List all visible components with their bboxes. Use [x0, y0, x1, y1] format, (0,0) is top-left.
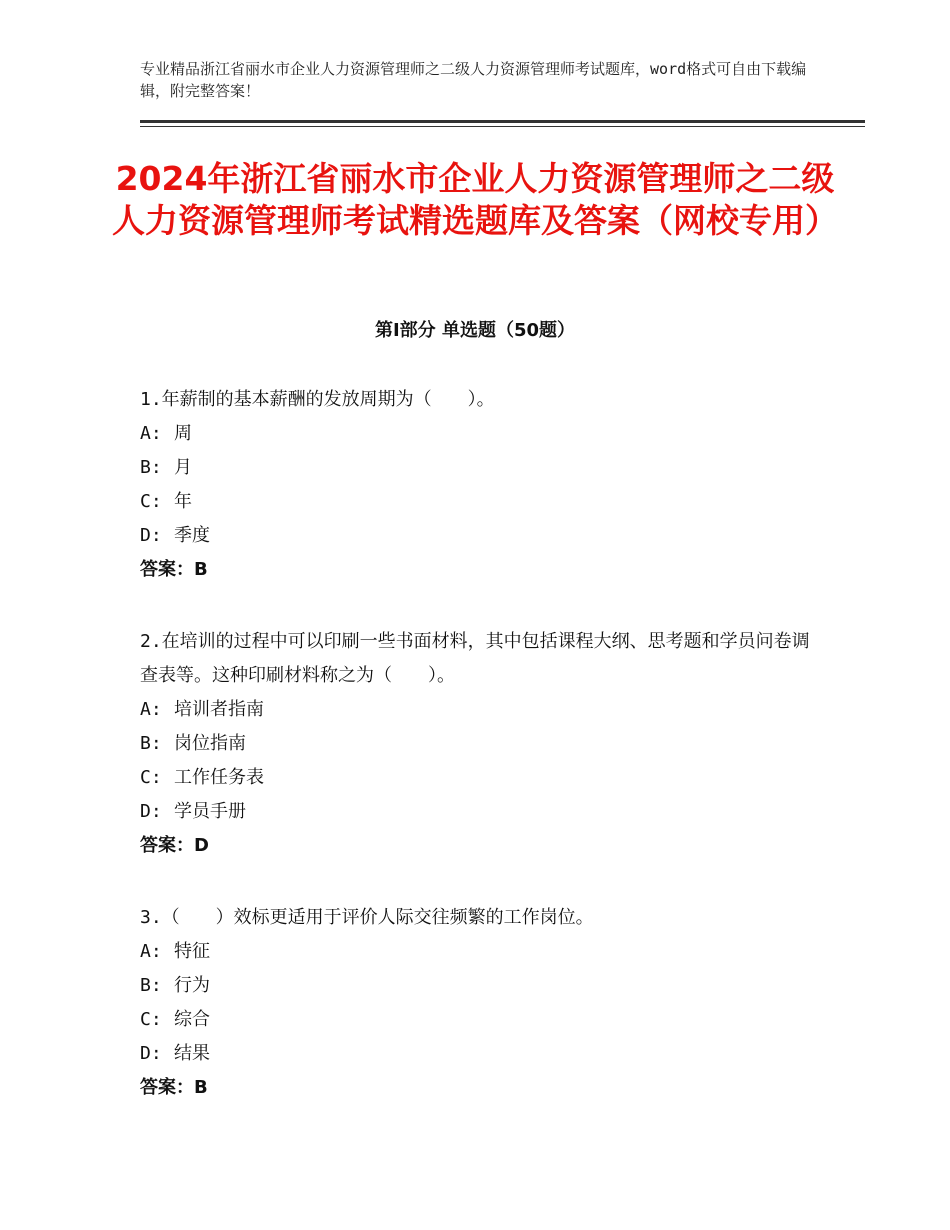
option-text: 结果 [174, 1043, 210, 1064]
question-text: 1.年薪制的基本薪酬的发放周期为（ ）。 [140, 389, 495, 410]
option-d [140, 519, 820, 553]
header-note: 专业精品浙江省丽水市企业人力资源管理师之二级人力资源管理师考试题库，word格式可自由下载编辑，附完整答案！ [140, 60, 807, 100]
question-text: 3.（ ）效标更适用于评价人际交往频繁的工作岗位。 [140, 907, 594, 928]
question-item [140, 901, 820, 1105]
option-text: 季度 [174, 525, 210, 546]
option-a [140, 693, 820, 727]
question-list [140, 383, 820, 1143]
option-b [140, 727, 820, 761]
option-text: 工作任务表 [174, 767, 264, 788]
option-text: 特征 [174, 941, 210, 962]
header-divider-thick [140, 120, 865, 123]
option-letter: D: [140, 801, 162, 822]
option-letter: C: [140, 491, 162, 512]
option-text: 岗位指南 [174, 733, 246, 754]
option-letter: C: [140, 767, 162, 788]
option-letter: A: [140, 423, 162, 444]
section-heading: 第Ⅰ部分 单选题（50题） [374, 320, 575, 341]
option-text: 周 [174, 423, 192, 444]
option-text: 培训者指南 [174, 699, 264, 720]
option-text: 综合 [174, 1009, 210, 1030]
option-text: 行为 [174, 975, 210, 996]
header-divider-thin [140, 126, 865, 127]
option-a [140, 935, 820, 969]
option-letter: B: [140, 457, 162, 478]
option-letter: A: [140, 941, 162, 962]
option-c [140, 485, 820, 519]
answer-line: 答案：B [140, 1077, 208, 1098]
option-c [140, 1003, 820, 1037]
question-item [140, 383, 820, 587]
option-text: 年 [174, 491, 192, 512]
option-text: 学员手册 [174, 801, 246, 822]
answer-line: 答案：D [140, 835, 209, 856]
option-c [140, 761, 820, 795]
option-letter: B: [140, 975, 162, 996]
option-b [140, 451, 820, 485]
option-d [140, 795, 820, 829]
option-letter: A: [140, 699, 162, 720]
option-d [140, 1037, 820, 1071]
option-b [140, 969, 820, 1003]
option-a [140, 417, 820, 451]
document-title: 2024年浙江省丽水市企业人力资源管理师之二级人力资源管理师考试精选题库及答案（网校专用） [112, 159, 838, 240]
question-text: 2.在培训的过程中可以印刷一些书面材料，其中包括课程大纲、思考题和学员问卷调查表等。这种印刷材料称之为（ ）。 [140, 631, 810, 686]
option-letter: D: [140, 525, 162, 546]
question-item [140, 625, 820, 863]
option-letter: B: [140, 733, 162, 754]
option-letter: D: [140, 1043, 162, 1064]
option-text: 月 [174, 457, 192, 478]
answer-line: 答案：B [140, 559, 208, 580]
option-letter: C: [140, 1009, 162, 1030]
